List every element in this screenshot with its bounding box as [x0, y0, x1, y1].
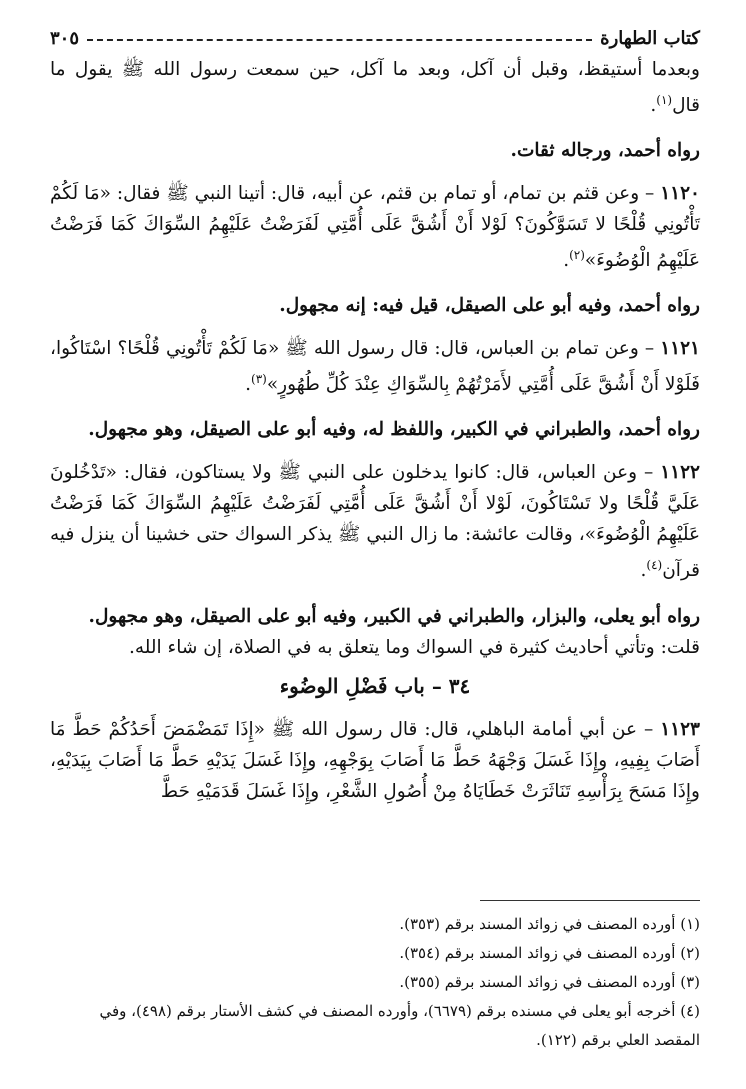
- book-title: كتاب الطهارة: [600, 27, 700, 49]
- hadith-number: ١١٢٢: [660, 462, 700, 484]
- punctuation: .: [640, 560, 647, 582]
- hadith-text: – عن أبي أمامة الباهلي، قال: قال رسول الله ﷺ «إِذَا تَمَضْمَضَ أَحَدُكُمْ حَطَّ مَا أَصَابَ بِفِيهِ، وإِذَا غَسَلَ وَجْهَهُ حَطَّ مَا أَصَابَ بِوَجْهِهِ، وإِذَا غَسَلَ يَدَيْهِ حَطَّ مَا أَصَابَ بِيَدَيْهِ، وإِذَا مَسَحَ بِرَأْسِهِ تَنَاثَرَتْ خَطَايَاهُ مِنْ أُصُولِ الشَّعْرِ، وإِذَا غَسَلَ قَدَمَيْهِ حَطَّ: [50, 718, 700, 802]
- page-number: ٣٠٥: [50, 27, 80, 49]
- paragraph-continuation: [50, 54, 700, 121]
- editor-note: قلت: وتأتي أحاديث كثيرة في السواك وما يتعلق به في الصلاة، إن شاء الله.: [128, 636, 700, 658]
- hadith-text: – وعن العباس، قال: كانوا يدخلون على النبي ﷺ ولا يستاكون، فقال: «تَدْخُلونَ عَلَيَّ قُلْحًا ولا تَسْتَاكُونَ، لَوْلا أَنْ أَشُقَّ عَلَى أُمَّتِي لَفَرَضْتُ عَلَيْهِمُ السِّوَاكَ كَمَا فَرَضْتُ عَلَيْهِمُ الْوُضُوءَ»، وقالت عائشة: ما زال النبي ﷺ يذكر السواك حتى خشينا أن ينزل فيه قرآن: [50, 462, 700, 582]
- hadith-number: ١١٢٣: [660, 718, 700, 740]
- punctuation: .: [563, 250, 570, 272]
- footnote-ref: (٤): [646, 558, 663, 573]
- footnote: (٣) أورده المصنف في زوائد المسند برقم (٣٥٥).: [399, 973, 700, 991]
- chapter-heading: ٣٤ – باب فَضْلِ الوضُوء: [279, 673, 471, 698]
- footnote-ref: (٢): [569, 248, 585, 263]
- punctuation: .: [245, 374, 251, 396]
- footnote-ref: (١): [656, 93, 673, 107]
- punctuation: .: [650, 95, 657, 117]
- attribution: رواه أحمد، ورجاله ثقات.: [510, 140, 700, 162]
- footnote: (١) أورده المصنف في زوائد المسند برقم (٣٥٣).: [399, 915, 700, 933]
- hadith-number: ١١٢٠: [660, 183, 700, 205]
- running-header: [50, 22, 700, 54]
- hadith-text: – وعن قثم بن تمام، أو تمام بن قثم، عن أبيه، قال: أتينا النبي ﷺ فقال: «مَا لَكُمْ تَأْتُونِي قُلْحًا لا تَسَوَّكُونَ؟ لَوْلا أَنْ أَشُقَّ عَلَى أُمَّتِي لَفَرَضْتُ عَلَيْهِمُ السِّوَاكَ كَمَا فَرَضْتُ عَلَيْهِمُ الْوُضُوءَ»: [50, 183, 700, 272]
- hadith-text: – وعن تمام بن العباس، قال: قال رسول الله ﷺ «مَا لَكُمْ تَأْتُونِي قُلْحًا؟ اسْتَاكُوا، فَلَوْلا أَنْ أَشُقَّ عَلَى أُمَّتِي لأَمَرْتُهُمْ بِالسِّوَاكِ عِنْدَ كُلِّ طُهُورٍ»: [50, 338, 700, 396]
- body-text: [50, 54, 700, 807]
- attribution: رواه أحمد، والطبراني في الكبير، واللفظ له، وفيه أبو على الصيقل، وهو مجهول.: [88, 419, 700, 441]
- footnotes: [50, 910, 700, 1055]
- footnote: (٢) أورده المصنف في زوائد المسند برقم (٣٥٤).: [399, 944, 700, 962]
- footnote-separator: [480, 900, 700, 901]
- paragraph-text: وبعدما أستيقظ، وقبل أن آكل، وبعد ما آكل، حين سمعت رسول الله ﷺ يقول ما قال: [50, 59, 700, 117]
- header-rule: [87, 39, 592, 41]
- attribution: رواه أبو يعلى، والبزار، والطبراني في الكبير، وفيه أبو على الصيقل، وهو مجهول.: [88, 605, 700, 627]
- page: [50, 22, 700, 1072]
- hadith-1123: [50, 714, 700, 807]
- hadith-1120: [50, 178, 700, 276]
- hadith-1121: [50, 333, 700, 400]
- hadith-number: ١١٢١: [660, 338, 700, 360]
- hadith-1122: [50, 457, 700, 586]
- attribution: رواه أحمد، وفيه أبو على الصيقل، قيل فيه: إنه مجهول.: [279, 295, 700, 317]
- footnote: (٤) أخرجه أبو يعلى في مسنده برقم (٦٦٧٩)، وأورده المصنف في كشف الأستار برقم (٤٩٨)، وفي المقصد العلي برقم (١٢٢).: [99, 1002, 700, 1049]
- footnote-ref: (٣): [251, 372, 267, 387]
